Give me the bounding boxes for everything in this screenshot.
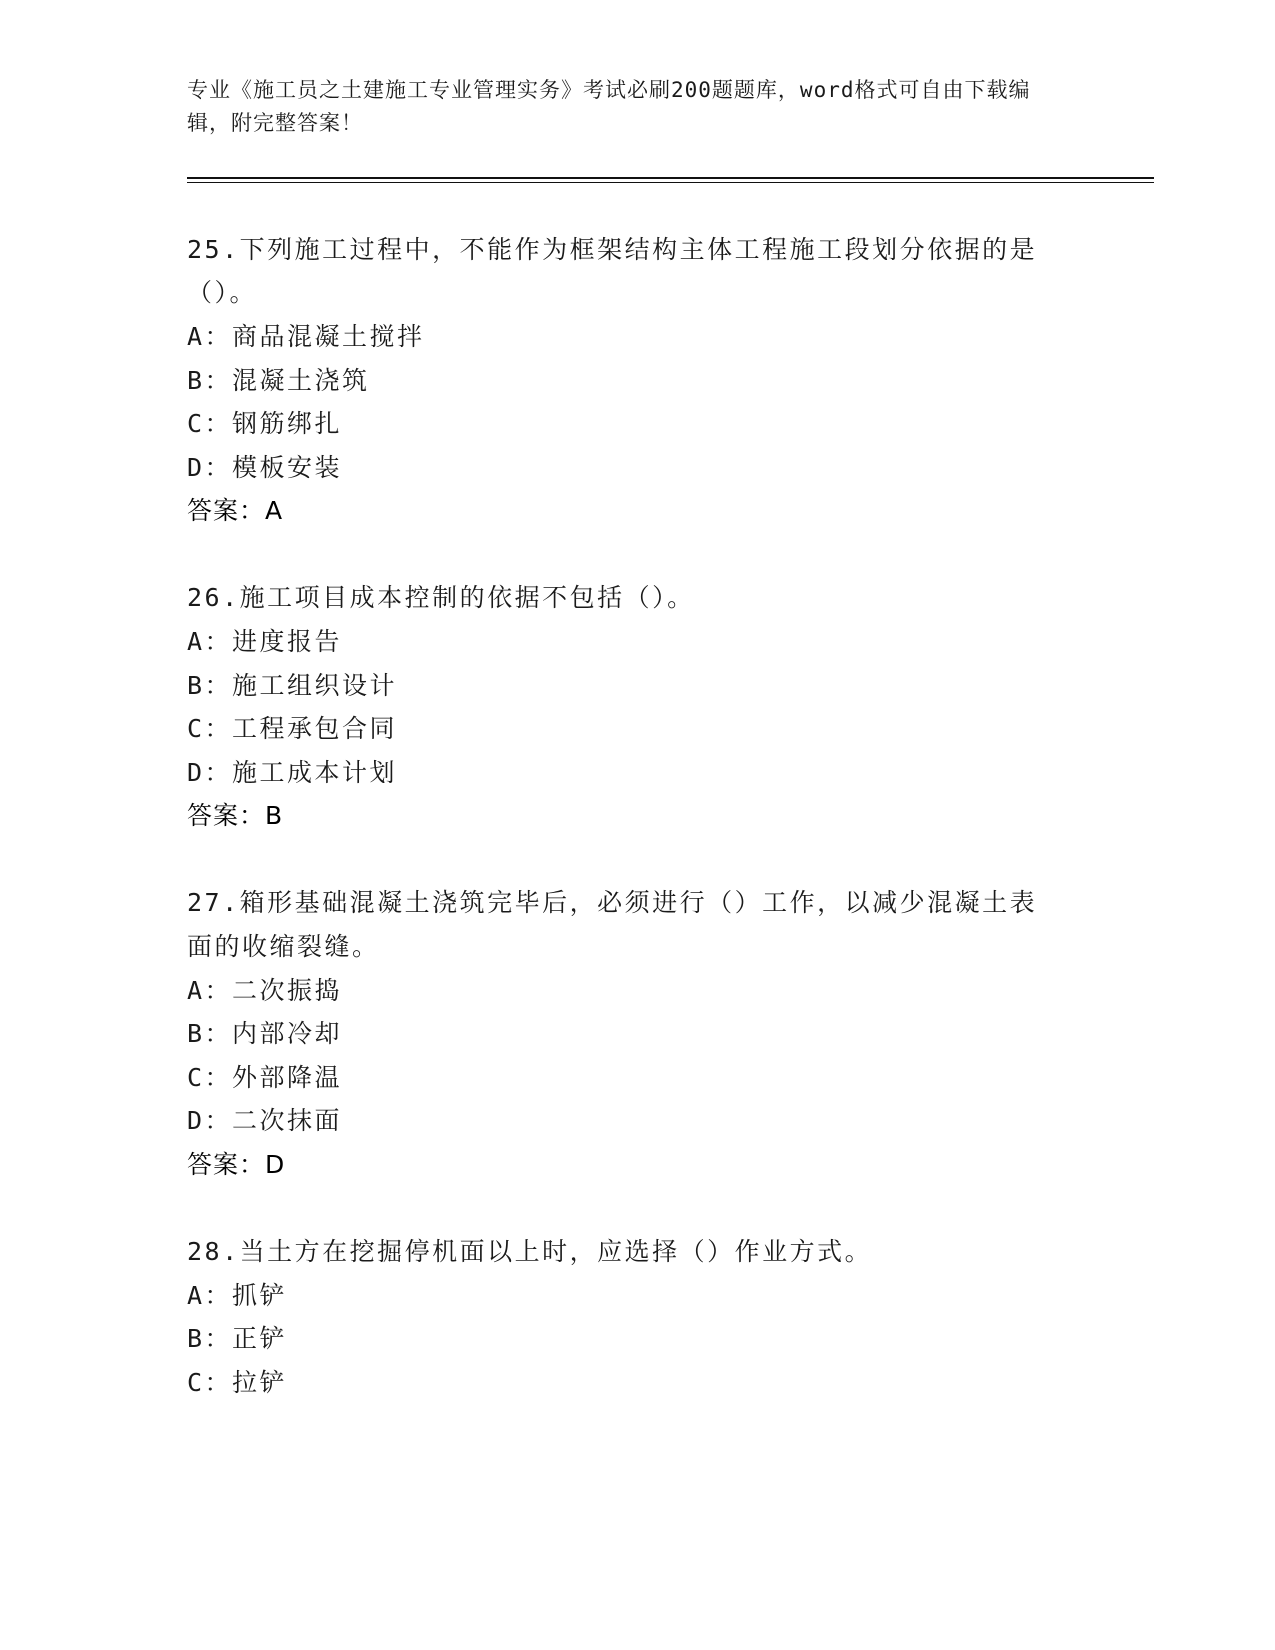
option-b: B：内部冷却 [187, 1019, 343, 1048]
option-d: D：模板安装 [187, 453, 343, 482]
option-b: B：正铲 [187, 1324, 288, 1353]
question-stem: 26.施工项目成本控制的依据不包括（）。 [187, 583, 695, 612]
answer: 答案：B [187, 801, 284, 830]
option-d: D：二次抹面 [187, 1106, 343, 1135]
option-d: D：施工成本计划 [187, 758, 398, 787]
option-c: C：拉铲 [187, 1368, 288, 1397]
question-stem: 25.下列施工过程中，不能作为框架结构主体工程施工段划分依据的是 [187, 235, 1038, 264]
option-b: B：混凝土浇筑 [187, 366, 370, 395]
option-a: A：商品混凝土搅拌 [187, 322, 425, 351]
question-stem: 27.箱形基础混凝土浇筑完毕后，必须进行（）工作，以减少混凝土表 [187, 888, 1038, 917]
option-a: A：抓铲 [187, 1281, 288, 1310]
option-c: C：外部降温 [187, 1063, 343, 1092]
option-b: B：施工组织设计 [187, 671, 398, 700]
question-stem: 28.当土方在挖掘停机面以上时，应选择（）作业方式。 [187, 1237, 873, 1266]
option-c: C：钢筋绑扎 [187, 409, 343, 438]
question-stem-cont: （）。 [187, 278, 258, 307]
answer: 答案：D [187, 1150, 286, 1179]
header-rule-thin [187, 182, 1154, 183]
option-c: C：工程承包合同 [187, 714, 398, 743]
question-stem-cont: 面的收缩裂缝。 [187, 932, 380, 961]
document-header: 专业《施工员之土建施工专业管理实务》考试必刷200题题库，word格式可自由下载编辑，附完整答案！ [187, 78, 1031, 135]
answer: 答案：A [187, 496, 284, 525]
header-rule-thick [187, 177, 1154, 179]
option-a: A：二次振捣 [187, 976, 343, 1005]
option-a: A：进度报告 [187, 627, 343, 656]
